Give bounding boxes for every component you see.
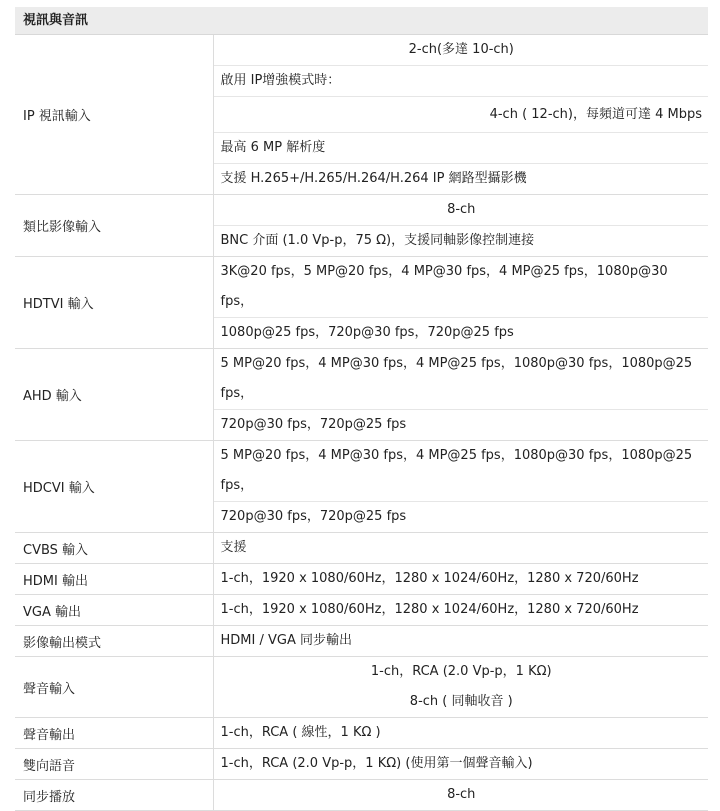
table-row bbox=[15, 195, 708, 257]
table-row bbox=[15, 349, 708, 441]
value-line: 3K@20 fps，5 MP@20 fps，4 MP@30 fps，4 MP@25 fps，1080p@30 fps， bbox=[214, 257, 709, 318]
value-line: 4-ch ( 12-ch)，每頻道可達 4 Mbps bbox=[214, 97, 709, 133]
row-label: HDMI 輸出 bbox=[15, 564, 213, 595]
value-line: 8-ch bbox=[214, 195, 709, 226]
table-row bbox=[15, 564, 708, 595]
row-value bbox=[213, 718, 708, 749]
value-line: 720p@30 fps，720p@25 fps bbox=[220, 509, 407, 524]
row-label: 影像輸出模式 bbox=[15, 626, 213, 657]
row-label: 聲音輸出 bbox=[15, 718, 213, 749]
row-label: 類比影像輸入 bbox=[15, 195, 213, 257]
row-value bbox=[213, 35, 708, 195]
value-line: 1-ch，RCA (2.0 Vp-p，1 KΩ) bbox=[370, 664, 552, 679]
row-value bbox=[213, 533, 708, 564]
row-value bbox=[213, 195, 708, 257]
row-value bbox=[213, 780, 708, 811]
value-line: 8-ch bbox=[447, 787, 476, 802]
value-line: 1-ch，1920 x 1080/60Hz，1280 x 1024/60Hz，1280 x 720/60Hz bbox=[220, 571, 639, 586]
row-value bbox=[213, 441, 708, 533]
value-line: 啟用 IP增強模式時： bbox=[214, 66, 709, 97]
value-line: 5 MP@20 fps，4 MP@30 fps，4 MP@25 fps，1080p@30 fps，1080p@25 fps， bbox=[214, 349, 709, 410]
row-value bbox=[213, 257, 708, 349]
table-row bbox=[15, 749, 708, 780]
section-title: 視訊與音訊 bbox=[15, 7, 708, 35]
value-line: 1-ch，RCA (2.0 Vp-p，1 KΩ) (使用第一個聲音輸入) bbox=[220, 756, 533, 771]
value-line: HDMI / VGA 同步輸出 bbox=[220, 633, 352, 648]
row-value bbox=[213, 349, 708, 441]
row-value bbox=[213, 595, 708, 626]
value-line: BNC 介面 (1.0 Vp-p，75 Ω)，支援同軸影像控制連接 bbox=[220, 233, 535, 248]
row-label: CVBS 輸入 bbox=[15, 533, 213, 564]
table-row bbox=[15, 441, 708, 533]
value-line: 1-ch，RCA ( 線性，1 KΩ ) bbox=[220, 725, 381, 740]
row-label: AHD 輸入 bbox=[15, 349, 213, 441]
table-row bbox=[15, 533, 708, 564]
row-label: 雙向語音 bbox=[15, 749, 213, 780]
row-label: HDCVI 輸入 bbox=[15, 441, 213, 533]
value-line: 1-ch，1920 x 1080/60Hz，1280 x 1024/60Hz，1280 x 720/60Hz bbox=[220, 602, 639, 617]
table-row bbox=[15, 718, 708, 749]
row-value bbox=[213, 564, 708, 595]
value-line: 5 MP@20 fps，4 MP@30 fps，4 MP@25 fps，1080p@30 fps，1080p@25 fps， bbox=[214, 441, 709, 502]
row-label: HDTVI 輸入 bbox=[15, 257, 213, 349]
value-line: 1080p@25 fps，720p@30 fps，720p@25 fps bbox=[220, 325, 514, 340]
value-line: 2-ch(多達 10-ch) bbox=[214, 35, 709, 66]
row-label: VGA 輸出 bbox=[15, 595, 213, 626]
table-row bbox=[15, 257, 708, 349]
table-row bbox=[15, 595, 708, 626]
row-label: 同步播放 bbox=[15, 780, 213, 811]
row-label: IP 視訊輸入 bbox=[15, 35, 213, 195]
table-row bbox=[15, 657, 708, 718]
table-row bbox=[15, 626, 708, 657]
value-line: 支援 H.265+/H.265/H.264/H.264 IP 網路型攝影機 bbox=[220, 171, 527, 186]
row-label: 聲音輸入 bbox=[15, 657, 213, 718]
spec-table bbox=[15, 35, 708, 811]
table-row bbox=[15, 35, 708, 195]
value-line: 最高 6 MP 解析度 bbox=[214, 133, 709, 164]
row-value bbox=[213, 626, 708, 657]
spec-table-container bbox=[15, 7, 708, 811]
row-value bbox=[213, 749, 708, 780]
row-value bbox=[213, 657, 708, 718]
value-line: 720p@30 fps，720p@25 fps bbox=[220, 417, 407, 432]
value-line: 8-ch ( 同軸收音 ) bbox=[409, 694, 513, 709]
table-row bbox=[15, 780, 708, 811]
value-line: 支援 bbox=[220, 540, 247, 555]
